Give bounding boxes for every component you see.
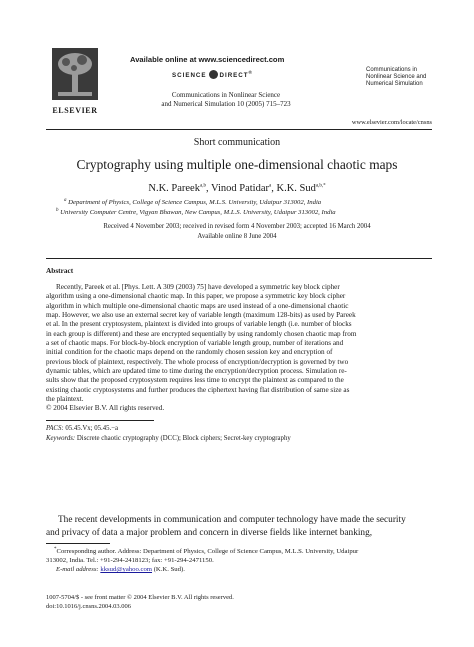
author-name: Vinod Patidar [211, 183, 270, 194]
abstract-body [46, 283, 432, 414]
abstract-line: dynamic tables, which are updated time to time during the encryption/decryption process. Simulation re- [46, 367, 347, 376]
abstract-line: a set of chaotic maps. For block-by-block encryption of variable length group, number of iterations and [46, 339, 344, 348]
email-suffix: (K.K. Sud). [152, 566, 185, 574]
journal-url: www.elsevier.com/locate/cnsns [351, 119, 432, 126]
cover-line-3: Numerical Simulation [366, 81, 423, 88]
pacs-line [46, 424, 432, 434]
author-sup: a,b [199, 183, 206, 189]
available-date: Available online 8 June 2004 [197, 232, 277, 240]
email-link[interactable]: kksud@yahoo.com [100, 566, 153, 574]
footnote-text-1: Corresponding author. Address: Department of Physics, College of Science Campus, M.L.S. University, Udaipur [56, 548, 359, 555]
affiliation-mark: a [64, 197, 67, 203]
issn-block [46, 594, 436, 612]
affiliation-mark: b [56, 207, 59, 213]
author-name: K.K. Sud [276, 183, 316, 194]
abstract-line: the plaintext. [46, 395, 84, 404]
pacs-label: PACS: [46, 425, 64, 432]
received-dates: Received 4 November 2003; received in revised form 4 November 2003; accepted 16 March 2004 [103, 223, 371, 230]
abstract-line: et al. In the present cryptosystem, plaintext is divided into groups of variable length (i.e. number of blocks [46, 320, 352, 329]
author-name: N.K. Pareek [148, 183, 200, 194]
abstract-line: Recently, Pareek et al. [Phys. Lett. A 309 (2003) 75] have developed a symmetric key block cipher [56, 283, 340, 291]
abstract-heading: Abstract [46, 266, 74, 275]
abstract-line: initial condition for the chaotic maps depend on the randomly chosen session key and encryption of [46, 348, 333, 357]
keywords-label: Keywords: [46, 434, 76, 442]
pacs-value: 05.45.Vx; 05.45.−a [63, 425, 119, 432]
footnote-line-2: 313002, India. Tel.: +91-294-2418123; fax: +91-294-2471150. [46, 557, 214, 565]
intro-line: and privacy of data a major problem and concern in diverse fields like internet banking, [46, 527, 373, 538]
keywords-line [46, 434, 432, 444]
footnote-mark: * [54, 546, 57, 552]
header-rule [46, 129, 432, 130]
cover-line-2: Nonlinear Science and [366, 74, 427, 81]
keywords-value: Discrete chaotic cryptography (DCC); Block ciphers; Secret-key cryptography [75, 434, 291, 442]
author-sup: a,b,* [315, 183, 326, 189]
footnote [46, 547, 436, 575]
author-separator: , [271, 183, 277, 194]
journal-line-1: Communications in Nonlinear Science [171, 91, 281, 99]
abstract-rule [46, 420, 154, 421]
doi-line: doi:10.1016/j.cnsns.2004.03.006 [46, 602, 132, 610]
article-title: Cryptography using multiple one-dimensional chaotic maps [76, 157, 398, 172]
publisher-name: ELSEVIER [52, 106, 98, 115]
elsevier-logo [52, 48, 98, 106]
affiliation-text: Department of Physics, College of Science Campus, M.L.S. University, Udaipur 313002, India [68, 199, 322, 206]
abstract-line: in each group is different) and these are encrypted sequentially by using randomly chosen chaotic map from [46, 329, 357, 338]
author-separator: , [205, 183, 212, 194]
elsevier-tree-icon [52, 48, 98, 106]
abstract-line: existing chaotic cryptosystems and further produces the ciphertext having flat distribution of same size as [46, 385, 350, 394]
sd-logo-circle-icon [209, 70, 218, 79]
intro-body [46, 514, 432, 539]
abstract-line: previous block of plaintext, respectively. The whole process of encryption/decryption is governed by two [46, 357, 349, 366]
footnote-rule [46, 543, 110, 544]
intro-line: The recent developments in communication and computer technology have made the security [58, 515, 406, 525]
cover-line-1: Communications in [366, 67, 418, 73]
journal-cover-logo [366, 67, 432, 101]
sciencedirect-logo [172, 70, 302, 84]
title-rule [46, 258, 432, 259]
abstract-line: sults show that the proposed cryptosystem requires less time to encrypt the plaintext as compared to the [46, 376, 344, 385]
sd-logo-right: DIRECT [219, 72, 249, 80]
affiliations [56, 198, 426, 218]
sd-logo-left: SCIENCE [172, 72, 207, 80]
dates [0, 222, 474, 241]
abstract-line: map. However, we also use an external secret key of variable length (maximum 128-bits) as used by Pareek [46, 311, 356, 320]
abstract-copyright: © 2004 Elsevier B.V. All rights reserved. [46, 404, 165, 413]
affiliation-a [56, 198, 426, 208]
abstract-line: algorithm in which multiple one-dimensional chaotic maps are used instead of a one-dimensional chaotic [46, 301, 349, 310]
affiliation-text: University Computer Centre, Vigyan Bhawan, New Campus, M.L.S. University, Udaipur 313002, India [60, 208, 336, 216]
affiliation-b [56, 208, 426, 218]
author-sup: a [269, 183, 272, 189]
footnote-line-1 [46, 547, 436, 556]
journal-citation [128, 91, 324, 109]
footnote-email-line [46, 565, 436, 574]
issn-line: 1007-5704/$ - see front matter © 2004 Elsevier B.V. All rights reserved. [46, 594, 234, 601]
available-online: Available online at www.sciencedirect.com [130, 55, 285, 64]
journal-line-2: and Numerical Simulation 10 (2005) 715–723 [161, 100, 291, 108]
article-type: Short communication [193, 137, 281, 148]
sd-logo-mark: ® [248, 70, 253, 75]
keywords-block [46, 424, 432, 443]
author-list [0, 183, 474, 194]
abstract-line: algorithm using a one-dimensional chaotic map. In this paper, we propose a symmetric key block cipher [46, 292, 346, 301]
email-label: E-mail address: [56, 566, 99, 574]
